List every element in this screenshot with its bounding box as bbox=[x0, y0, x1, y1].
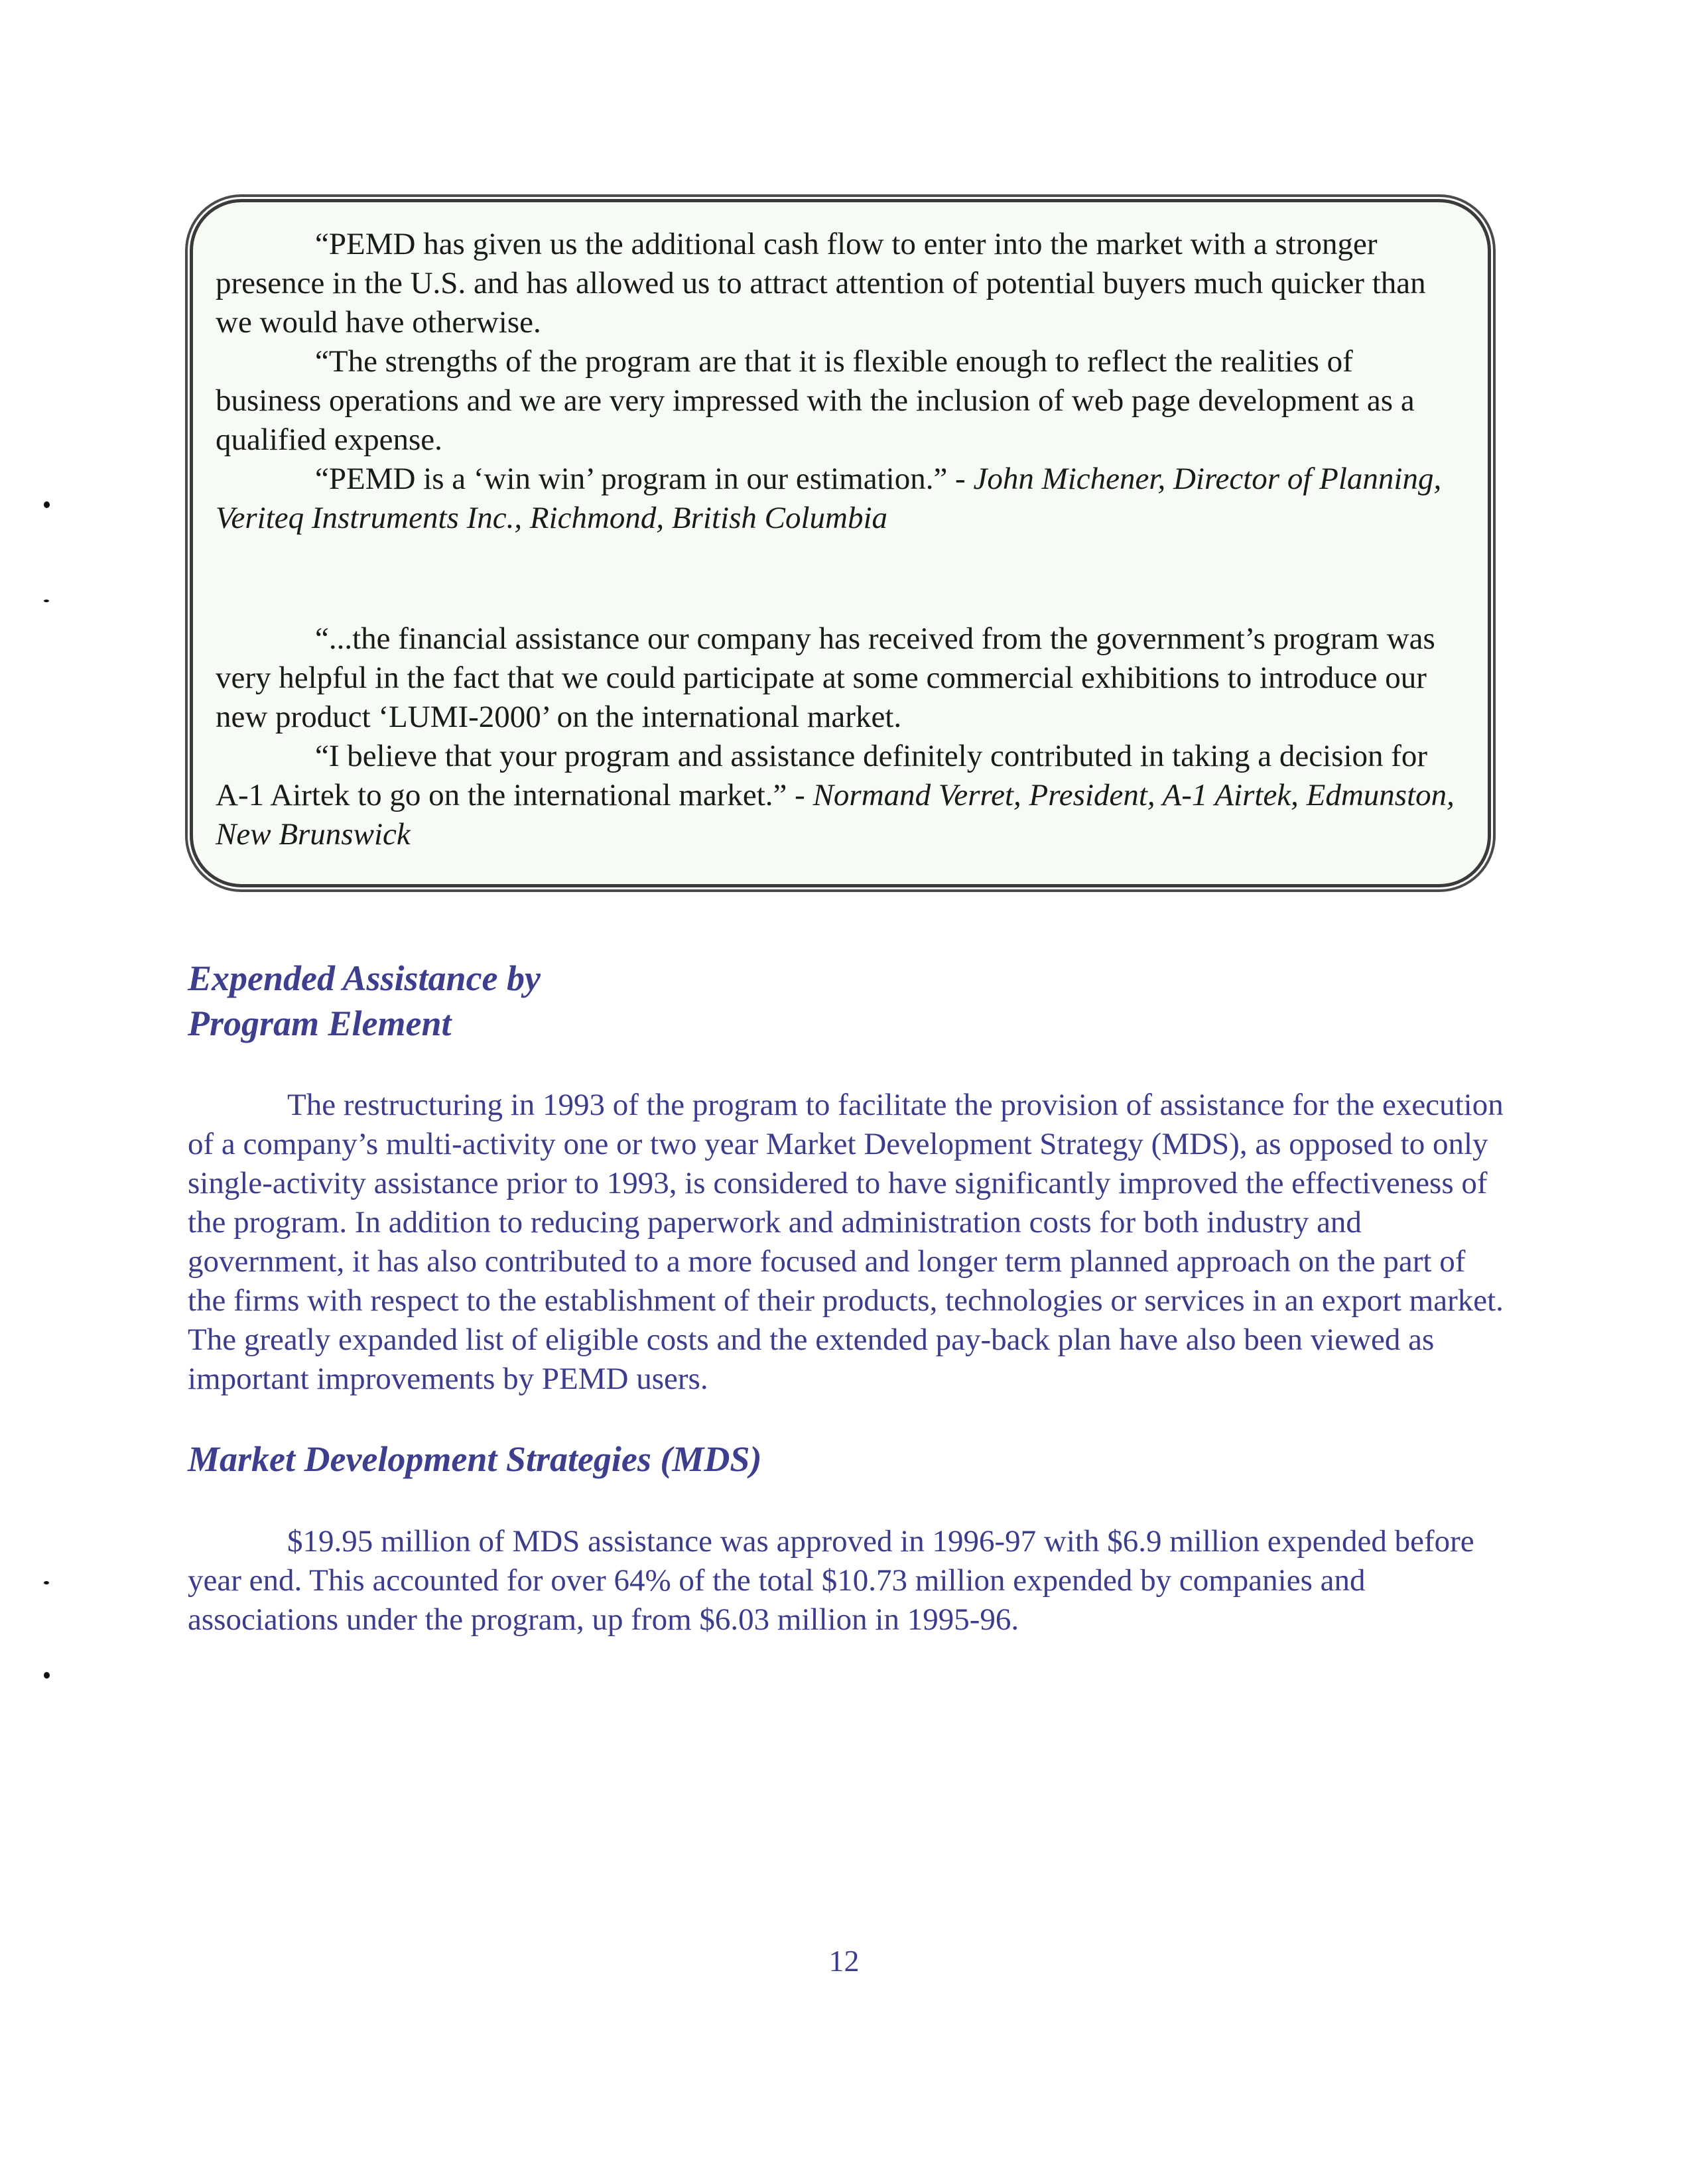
section-heading-mds: Market Development Strategies (MDS) bbox=[188, 1439, 762, 1479]
testimonial-paragraph: “...the financial assistance our company has received from the government’s program was very helpful in the fact that we could participate at some commercial exhibitions to introduce our new product ‘LUMI-2000’ on the international market. bbox=[216, 621, 1435, 734]
testimonial-closing bbox=[216, 737, 1461, 854]
section-heading-expended-assistance bbox=[188, 956, 541, 1046]
heading-line: Program Element bbox=[188, 1003, 452, 1043]
scan-speck bbox=[44, 600, 49, 602]
body-paragraph: The restructuring in 1993 of the program to facilitate the provision of assistance for the execution of a company’s multi-activity one or two year Market Development Strategy (MDS), as opposed to only single-activity assistance prior to 1993, is considered to have significantly improved the effectiveness of the program. In addition to reducing paperwork and administration costs for both industry and government, it has also contributed to a more focused and longer term planned approach on the part of the firms with respect to the establishment of their products, technologies or services in an export market. The greatly expanded list of eligible costs and the extended pay-back plan have also been viewed as important improvements by PEMD users. bbox=[188, 1088, 1504, 1396]
section-body-expended-assistance bbox=[188, 1086, 1508, 1399]
testimonial-box bbox=[190, 199, 1491, 887]
testimonial-attribution: Normand Verret, President, A-1 Airtek, Edmunston, New Brunswick bbox=[216, 778, 1455, 852]
testimonial-veriteq bbox=[216, 225, 1461, 538]
testimonial-paragraph: “PEMD has given us the additional cash flow to enter into the market with a stronger presence in the U.S. and has allowed us to attract attention of potential buyers much quicker than we would have otherwise. bbox=[216, 227, 1426, 340]
scan-speck bbox=[44, 1581, 49, 1584]
testimonial-closing bbox=[216, 460, 1461, 538]
testimonial-closing-quote: “PEMD is a ‘win win’ program in our estimation.” - bbox=[315, 462, 974, 496]
testimonial-airtek bbox=[216, 619, 1461, 854]
testimonial-paragraph: “The strengths of the program are that it is flexible enough to reflect the realities of business operations and we are very impressed with the inclusion of web page development as a qualified expense. bbox=[216, 344, 1415, 457]
section-body-mds bbox=[188, 1522, 1508, 1639]
testimonial-attribution: John Michener, Director of Planning, Veriteq Instruments Inc., Richmond, British Columbia bbox=[216, 462, 1442, 535]
heading-line: Expended Assistance by bbox=[188, 958, 541, 998]
scan-speck bbox=[44, 501, 50, 508]
body-paragraph: $19.95 million of MDS assistance was approved in 1996-97 with $6.9 million expended before year end. This accounted for over 64% of the total $10.73 million expended by companies and associations under the program, up from $6.03 million in 1995-96. bbox=[188, 1524, 1474, 1637]
scan-speck bbox=[44, 1672, 50, 1679]
page-number: 12 bbox=[828, 1944, 860, 1978]
testimonial-closing-quote: “I believe that your program and assistance definitely contributed in taking a decision for A-1 Airtek to go on the international market.” - bbox=[216, 739, 1428, 812]
